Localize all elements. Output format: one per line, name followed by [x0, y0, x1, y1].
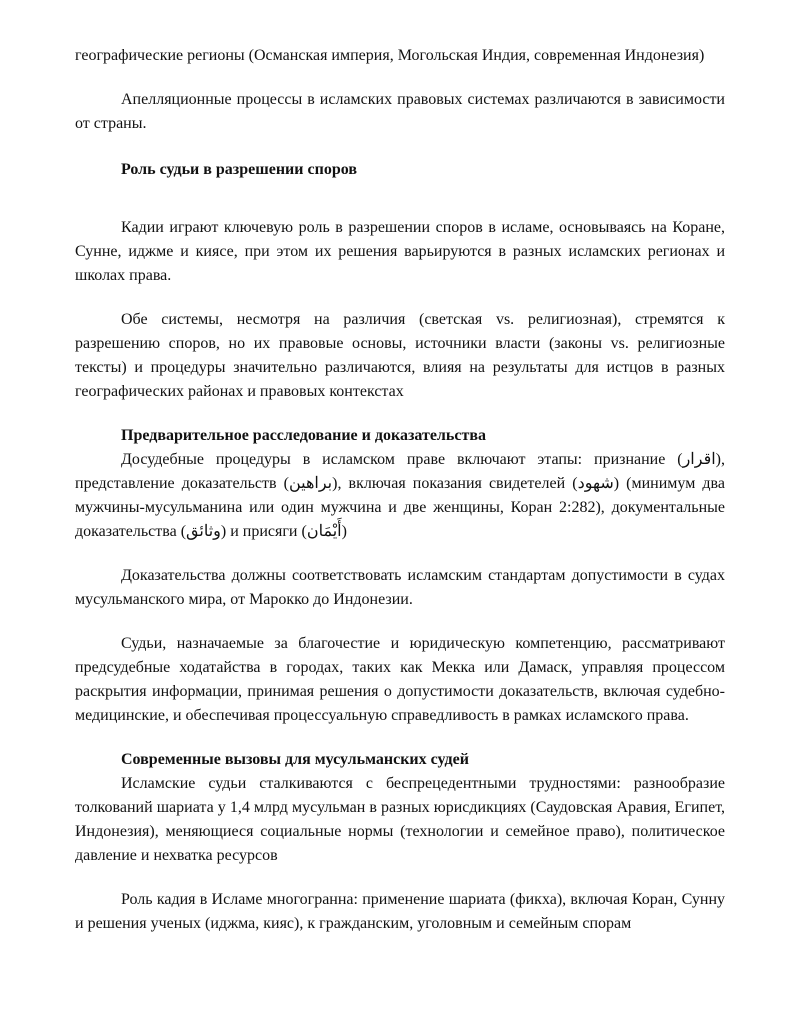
- pretrial-text-5: ) и присяги (: [220, 523, 307, 540]
- arabic-term-iqrar: اقرار: [682, 451, 716, 468]
- paragraph-judges-appointed: Судьи, назначаемые за благочестие и юридическую компетенцию, рассматривают предсудебные ходатайства в городах, таких как Мекка или Дамаск, управляя процессом раскрытия информации, принимая решения о допустимости доказательств, включая судебно-медицинские, и обеспечивая процессуальную справедливость в рамках исламского права.: [75, 635, 725, 724]
- pretrial-text-1: Досудебные процедуры в исламском праве включают этапы: признание (: [121, 451, 683, 468]
- paragraph-challenges: Исламские судьи сталкиваются с беспрецедентными трудностями: разнообразие толкований шариата у 1,4 млрд мусульман в разных юрисдикциях (Саудовская Аравия, Египет, Индонезия), меняющиеся социальные нормы (технологии и семейное право), политическое давление и нехватка ресурсов: [75, 775, 725, 864]
- pretrial-text-6: ): [341, 523, 347, 540]
- arabic-term-ayman: أَيْمَان: [306, 523, 342, 540]
- paragraph-systems: Обе системы, несмотря на различия (светская vs. религиозная), стремятся к разрешению споров, но их правовые основы, источники власти (законы vs. религиозные тексты) и процедуры значительно различаются, влияя на результаты для истцов в разных географических районах и правовых контекстах: [75, 311, 725, 400]
- pretrial-text-4: ) (минимум два мужчины-мусульманина или один мужчина и две женщины, Коран 2:282), документальные доказательства (: [75, 475, 725, 540]
- heading-modern-challenges: Современные вызовы для мусульманских судей: [121, 751, 469, 768]
- heading-pretrial: Предварительное расследование и доказательства: [121, 427, 486, 444]
- paragraph-qadi-role: Роль кадия в Исламе многогранна: применение шариата (фикха), включая Коран, Сунну и решения ученых (иджма, кияс), к гражданским, уголовным и семейным спорам: [75, 891, 725, 932]
- pretrial-text-2: ), представление доказательств (: [75, 451, 725, 492]
- paragraph-regions: географические регионы (Османская империя, Могольская Индия, современная Индонезия): [75, 47, 705, 64]
- arabic-term-wathaiq: وثائق: [186, 523, 221, 540]
- pretrial-text-3: ), включая показания свидетелей (: [332, 475, 578, 492]
- arabic-term-shuhud: شهود: [577, 475, 614, 492]
- heading-judge-role: Роль судьи в разрешении споров: [121, 161, 357, 178]
- paragraph-evidence-standards: Доказательства должны соответствовать исламским стандартам допустимости в судах мусульманского мира, от Марокко до Индонезии.: [75, 567, 725, 608]
- paragraph-pretrial-procedures: [75, 448, 725, 544]
- paragraph-qadis: Кадии играют ключевую роль в разрешении споров в исламе, основываясь на Коране, Сунне, иджме и киясе, при этом их решения варьируются в разных исламских регионах и школах права.: [75, 219, 725, 284]
- paragraph-appeals: Апелляционные процессы в исламских правовых системах различаются в зависимости от страны.: [75, 91, 725, 132]
- arabic-term-barahin: براهين: [288, 475, 333, 492]
